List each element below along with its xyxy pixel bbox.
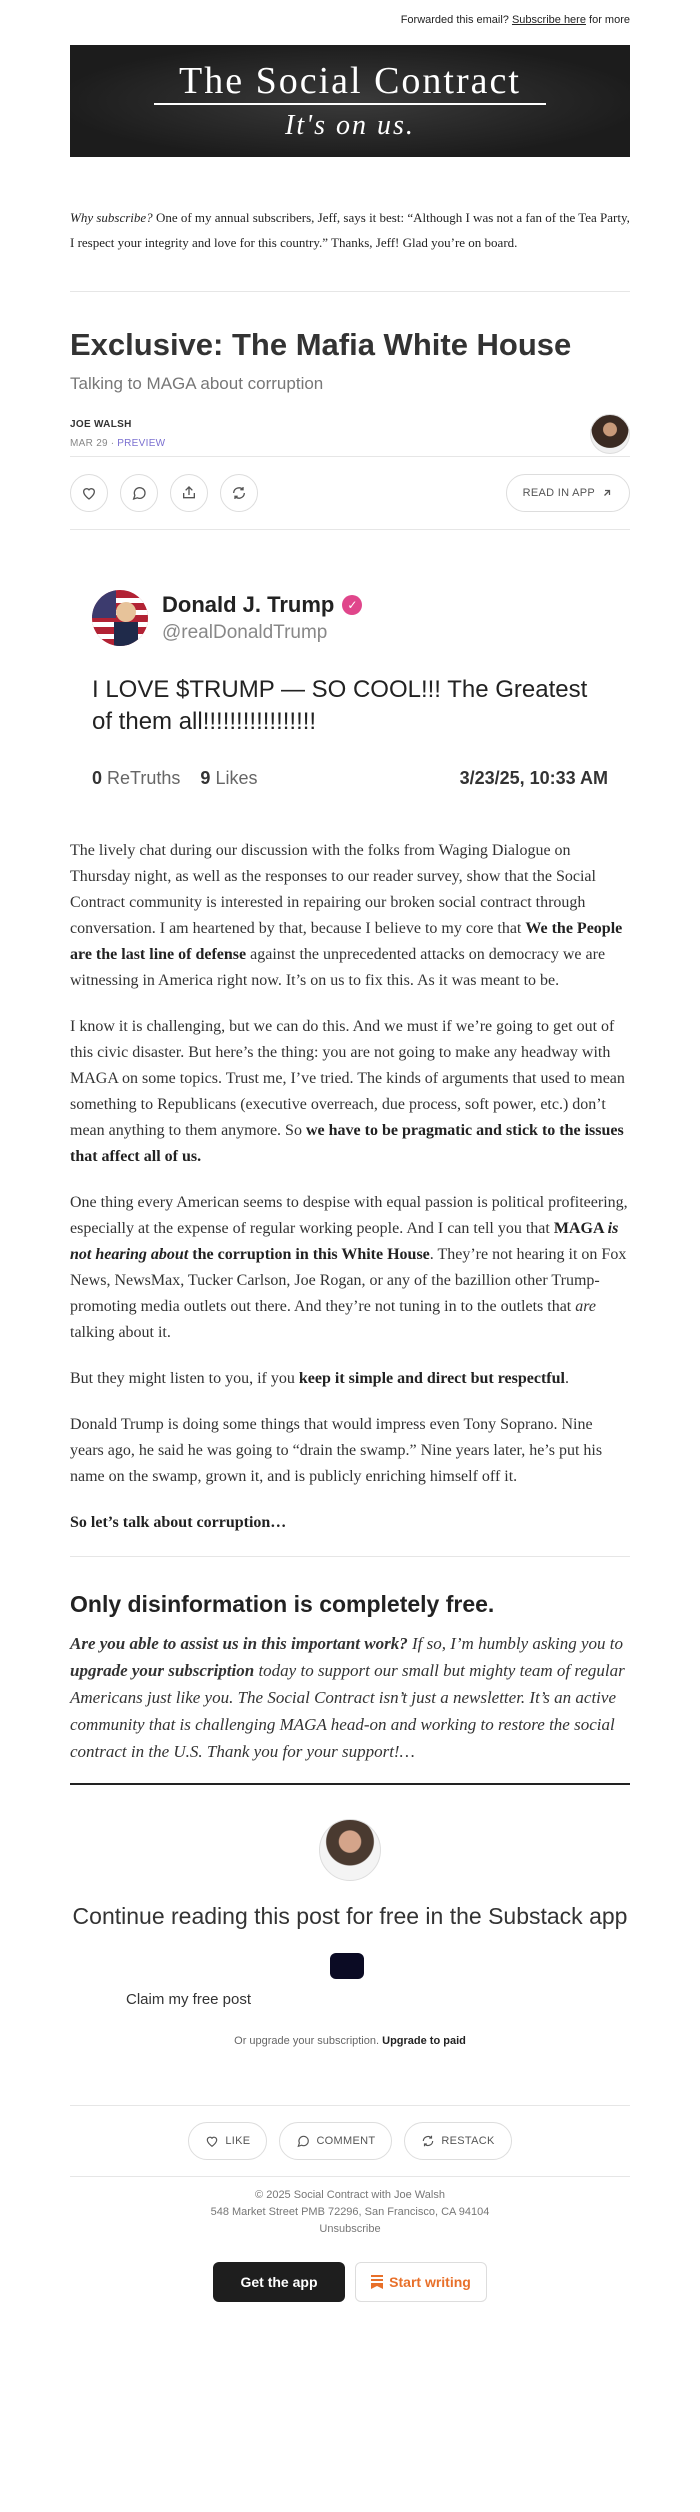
post-body — [70, 838, 630, 1536]
likes-label: Likes — [215, 768, 258, 788]
bold-text: the corruption in this White House — [188, 1246, 430, 1263]
upgrade-line — [70, 2035, 630, 2047]
paragraph — [70, 1190, 630, 1346]
restack-icon — [231, 485, 247, 501]
flag-portrait-image — [92, 590, 148, 646]
text: If so, I’m humbly asking you to — [407, 1634, 624, 1653]
text: talking about it. — [70, 1324, 171, 1341]
intro-lead: Why subscribe? — [70, 210, 153, 225]
start-writing-label: Start writing — [389, 2274, 471, 2290]
read-in-app-label: READ IN APP — [522, 487, 595, 499]
paragraph — [70, 1510, 630, 1536]
subscribe-intro — [70, 205, 630, 291]
banner-rule — [154, 103, 546, 105]
start-writing-button[interactable] — [355, 2262, 487, 2302]
text: . They’re not hearing it on Fox News, NewsMax, Tucker Carlson, Joe Rogan, or any of the bazillion other Trump-promoting media outlets out there. And they’re not tuning in to the outlets that — [70, 1246, 627, 1315]
comment-button[interactable] — [120, 474, 158, 512]
claim-button[interactable] — [330, 1953, 364, 1979]
publication-banner[interactable] — [70, 45, 630, 157]
upgrade-prefix: Or upgrade your subscription. — [234, 2035, 380, 2047]
post-title[interactable]: Exclusive: The Mafia White House — [70, 327, 572, 362]
unsubscribe-link[interactable]: Unsubscribe — [319, 2223, 381, 2235]
footer-comment-button[interactable] — [279, 2122, 392, 2160]
read-in-app-button[interactable] — [506, 474, 630, 512]
claim-row — [70, 1951, 630, 2021]
cta-heading: Only disinformation is completely free. — [70, 1591, 495, 1617]
arrow-up-right-icon — [601, 487, 613, 499]
address: 548 Market Street PMB 72296, San Francisco, CA 94104 — [210, 2206, 490, 2218]
text: against the unprecedented attacks on democracy we are witnessing in America right now. It’s on us to fix this. As it was meant to be. — [70, 946, 606, 989]
bold-text: So let’s talk about corruption… — [70, 1514, 287, 1531]
paragraph — [70, 838, 630, 994]
embedded-truth-post[interactable] — [70, 558, 630, 820]
restack-icon — [421, 2134, 435, 2148]
divider — [70, 1556, 630, 1557]
heart-icon — [205, 2134, 219, 2148]
paragraph: Donald Trump is doing some things that would impress even Tony Soprano. Nine years ago, he said he was going to “drain the swamp.” Nine years later, he’s put his name on the swamp, grown it, and is publicly enriching himself off it. — [70, 1416, 603, 1485]
like-button[interactable] — [70, 474, 108, 512]
text: One thing every American seems to despise with equal passion is political profiteering, especially at the expense of regular working people. And I can tell you that — [70, 1194, 628, 1237]
truth-text: I LOVE $TRUMP — SO COOL!!! The Greatest of them all!!!!!!!!!!!!!!!!! — [92, 676, 588, 735]
bold-text: We the People are the last line of defense — [70, 920, 623, 963]
continue-heading: Continue reading this post for free in the Substack app — [72, 1903, 628, 1929]
substack-logo-icon — [371, 2275, 383, 2289]
claim-free-post-label[interactable]: Claim my free post — [126, 1991, 252, 2008]
retruths-count: 0 — [92, 768, 103, 788]
comment-icon — [296, 2134, 310, 2148]
support-cta — [70, 1591, 630, 1765]
upgrade-to-paid-link[interactable]: Upgrade to paid — [382, 2035, 466, 2047]
divider — [70, 529, 630, 530]
cta-text — [70, 1630, 630, 1765]
post-meta — [70, 412, 630, 456]
publication-tagline: It's on us. — [285, 110, 415, 141]
restack-label: RESTACK — [441, 2135, 495, 2147]
continue-reading-block — [70, 1785, 630, 2105]
likes-count: 9 — [200, 768, 211, 788]
italic-text: are — [575, 1298, 596, 1315]
author-name[interactable]: JOE WALSH — [70, 419, 132, 430]
bold-text: MAGA — [553, 1220, 608, 1237]
date-separator: ∙ — [107, 438, 118, 449]
copyright: © 2025 Social Contract with Joe Walsh — [255, 2189, 445, 2201]
forward-text: Forwarded this email? — [400, 14, 509, 26]
share-icon — [181, 485, 197, 501]
text: . — [564, 1370, 569, 1387]
upgrade-link[interactable]: upgrade your subscription — [70, 1661, 255, 1680]
text: today to support our small but mighty team of regular Americans just like you. The Social Contract isn’t just a newsletter. It’s an active community that is challenging MAGA head-on and working to restore the social contract in the U.S. Thank you for your support!… — [70, 1661, 625, 1761]
footer-like-button[interactable] — [188, 2122, 267, 2160]
verified-badge-icon: ✓ — [342, 595, 362, 615]
forward-bar — [70, 0, 630, 45]
subscribe-link[interactable]: Subscribe here — [511, 14, 586, 26]
truth-timestamp: 3/23/25, 10:33 AM — [459, 768, 608, 788]
get-the-app-button[interactable]: Get the app — [213, 2262, 345, 2302]
bold-text: we have to be pragmatic and stick to the issues that affect all of us. — [70, 1122, 624, 1165]
bold-italic-text: is not hearing about — [70, 1220, 619, 1263]
forward-suffix: for more — [589, 14, 630, 26]
bold-text: keep it simple and direct but respectful — [298, 1370, 565, 1387]
like-label: LIKE — [225, 2135, 251, 2147]
footer-buttons — [70, 2262, 630, 2302]
footer-info — [70, 2177, 630, 2238]
post-subtitle: Talking to MAGA about corruption — [70, 374, 324, 393]
footer-actions — [70, 2106, 630, 2176]
text: But they might listen to you, if you — [70, 1370, 299, 1387]
comment-icon — [131, 485, 147, 501]
divider — [70, 291, 630, 292]
author-avatar[interactable] — [590, 414, 630, 454]
truth-handle: @realDonaldTrump — [162, 622, 328, 643]
retruths-label: ReTruths — [107, 768, 181, 788]
intro-text: One of my annual subscribers, Jeff, says it best: “Although I was not a fan of the Tea Party, I respect your integrity and love for this country.” Thanks, Jeff! Glad you’re on board. — [70, 210, 630, 250]
text: The lively chat during our discussion with the folks from Waging Dialogue on Thursday night, as well as the responses to our reader survey, show that the Social Contract community is interested in repairing our broken social contract through conversation. I am heartened by that, because I believe to my core that — [70, 842, 596, 937]
post-date — [70, 438, 165, 449]
post-actions — [70, 457, 630, 529]
author-photo — [319, 1819, 381, 1881]
truth-author-name: Donald J. Trump — [162, 592, 335, 617]
comment-label: COMMENT — [316, 2135, 376, 2147]
paragraph — [70, 1014, 630, 1170]
truth-stats — [92, 768, 608, 789]
paragraph — [70, 1366, 630, 1392]
restack-button[interactable] — [220, 474, 258, 512]
truth-author[interactable] — [162, 592, 362, 618]
share-button[interactable] — [170, 474, 208, 512]
text: I know it is challenging, but we can do this. And we must if we’re going to get out of this civic disaster. But here’s the thing: you are not going to make any headway with MAGA on some topics. Trust me, I’ve tried. The kinds of arguments that used to mean something to Republicans (executive overreach, due process, soft power, etc.) don’t mean anything to them anymore. So — [70, 1018, 625, 1139]
publication-title: The Social Contract — [179, 60, 521, 102]
preview-tag: PREVIEW — [117, 438, 166, 449]
footer-restack-button[interactable] — [404, 2122, 511, 2160]
truth-header — [92, 590, 608, 646]
truth-avatar[interactable] — [92, 590, 148, 646]
cta-question: Are you able to assist us in this important work? — [70, 1634, 408, 1653]
heart-icon — [81, 485, 97, 501]
date-text: MAR 29 — [70, 438, 108, 449]
